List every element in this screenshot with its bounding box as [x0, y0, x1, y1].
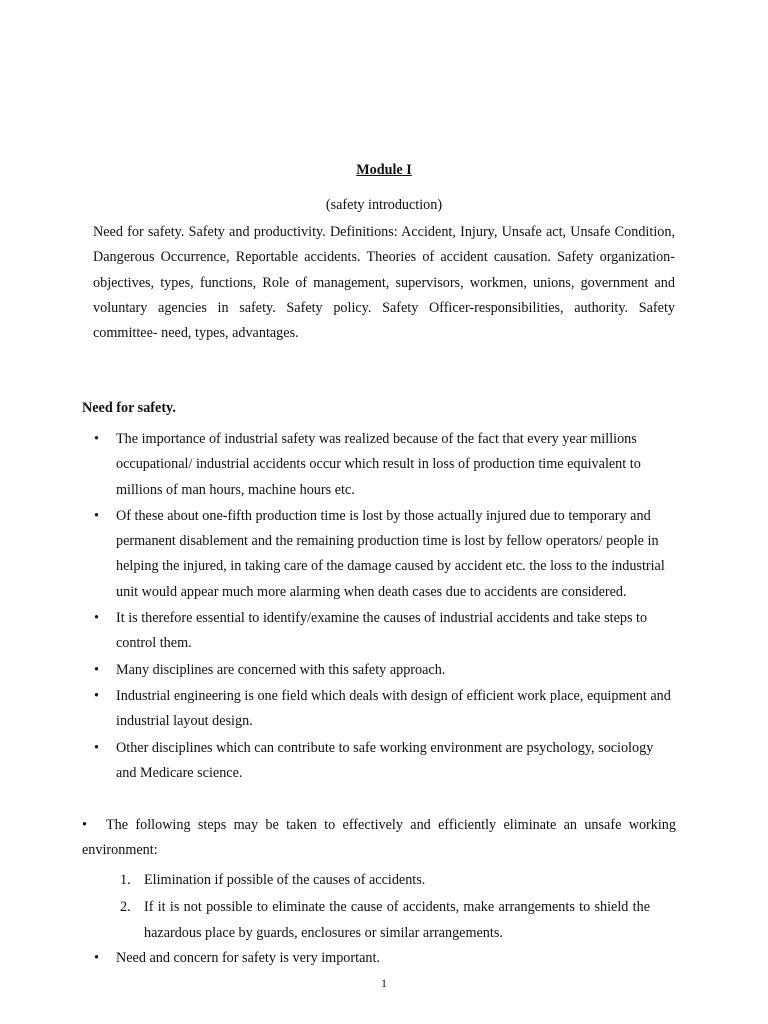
list-item: • Need and concern for safety is very important.: [94, 946, 676, 971]
bullet-list: [94, 427, 676, 787]
step-item: [120, 868, 650, 893]
list-item: • Many disciplines are concerned with this safety approach.: [94, 658, 676, 683]
module-subtitle: (safety introduction): [325, 197, 443, 213]
list-item: • Industrial engineering is one field which deals with design of efficient work place, equipment and industrial layout design.: [94, 684, 676, 735]
step-text: If it is not possible to eliminate the cause of accidents, make arrangements to shield the hazardous place by guards, enclosures or similar arrangements.: [144, 899, 650, 941]
list-item: • The importance of industrial safety was realized because of the fact that every year millions occupational/ industrial accidents occur which result in loss of production time equivalent to millions of man hours, machine hours etc.: [94, 427, 676, 503]
final-bullet-list: [94, 946, 676, 971]
section-heading: Need for safety.: [82, 400, 176, 416]
step-item: [120, 895, 650, 946]
list-item: • Other disciplines which can contribute to safe working environment are psychology, sociology and Medicare science.: [94, 736, 676, 787]
syllabus-paragraph: Need for safety. Safety and productivity. Definitions: Accident, Injury, Unsafe act, Unsafe Condition, Dangerous Occurrence, Reportable accidents. Theories of accident causation. Safety organization- objectives, types, functions, Role of management, supervisors, workmen, unions, government and voluntary agencies in safety. Safety policy. Safety Officer-responsibilities, authority. Safety committee- need, types, advantages.: [93, 224, 675, 342]
module-title: Module I: [356, 162, 412, 178]
bullet-dot: •: [82, 817, 87, 833]
step-number: 2.: [120, 899, 131, 916]
steps-list: [120, 868, 650, 948]
steps-intro: [82, 813, 676, 864]
list-item: • It is therefore essential to identify/examine the causes of industrial accidents and take steps to control them.: [94, 606, 676, 657]
list-item: • Of these about one-fifth production time is lost by those actually injured due to temporary and permanent disablement and the remaining production time is lost by fellow operators/ people in helping the injured, in taking care of the damage caused by accident etc. the loss to the industrial unit would appear much more alarming when death cases due to accidents are considered.: [94, 504, 676, 605]
page-number: 1: [381, 976, 387, 990]
step-number: 1.: [120, 872, 131, 888]
steps-intro-text: The following steps may be taken to effectively and efficiently eliminate an unsafe working environment:: [82, 817, 676, 859]
step-text: Elimination if possible of the causes of accidents.: [144, 872, 426, 888]
